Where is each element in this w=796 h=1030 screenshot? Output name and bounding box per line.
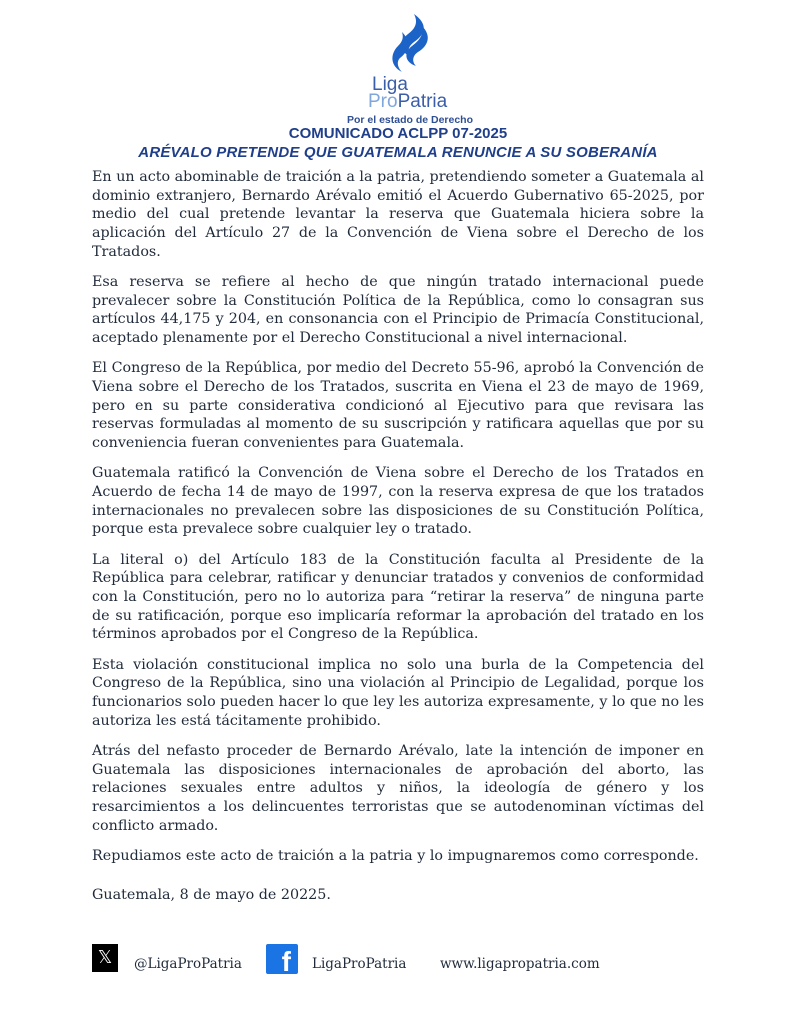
x-icon[interactable]: 𝕏 [92, 944, 118, 972]
x-handle[interactable]: @LigaProPatria [134, 956, 242, 972]
liga-pro-patria-logo [340, 10, 480, 126]
document-subtitle: ARÉVALO PRETENDE QUE GUATEMALA RENUNCIE A SU SOBERANÍA [138, 144, 658, 161]
logo-liga-text: Liga [372, 74, 408, 95]
paragraph: La literal o) del Artículo 183 de la Constitución faculta al Presidente de la República para celebrar, ratificar y denunciar tratados y convenios de conformidad con la Constitución, pero no lo autoriza para “retirar la reserva” de ninguna parte de su ratificación, porque eso implicaría reformar la aprobación del tratado en los términos aprobados por el Congreso de la República. [92, 551, 704, 643]
document-title: COMUNICADO ACLPP 07-2025 [288, 125, 508, 142]
paragraph: Esta violación constitucional implica no solo una burla de la Competencia del Congreso de la República, sino una violación al Principio de Legalidad, porque los funcionarios solo pueden hacer lo que ley les autoriza expresamente, y lo que no les autoriza les está tácitamente prohibido. [92, 656, 704, 729]
flame-logo-icon [384, 12, 434, 74]
date-line: Guatemala, 8 de mayo de 20225. [92, 886, 331, 903]
paragraph: Atrás del nefasto proceder de Bernardo Arévalo, late la intención de imponer en Guatemala las disposiciones internacionales de aprobación del aborto, las relaciones sexuales entre adultos y niños, la ideología de género y los resarcimientos a los delincuentes terroristas que se autodenominan víctimas del conflicto armado. [92, 742, 704, 834]
paragraph: Guatemala ratificó la Convención de Viena sobre el Derecho de los Tratados en Acuerdo de fecha 14 de mayo de 1997, con la reserva expresa de que los tratados internacionales no prevalecen sobre las disposiciones de su Constitución Política, porque esta prevalece sobre cualquier ley o tratado. [92, 465, 704, 538]
social-footer [0, 944, 796, 978]
logo-patria-text: Patria [397, 91, 448, 112]
logo-tagline: Por el estado de Derecho [346, 114, 474, 126]
paragraph: El Congreso de la República, por medio del Decreto 55-96, aprobó la Convención de Viena sobre el Derecho de los Tratados, suscrita en Viena el 23 de mayo de 1969, pero en su parte considerativa condicionó al Ejecutivo para que revisara las reservas formuladas al momento de su suscripción y ratificara aquellas que por su conveniencia fueran convenientes para Guatemala. [92, 360, 704, 452]
logo-wordmark [368, 76, 488, 110]
facebook-handle[interactable]: LigaProPatria [312, 956, 407, 972]
paragraph: En un acto abominable de traición a la patria, pretendiendo someter a Guatemala al dominio extranjero, Bernardo Arévalo emitió el Acuerdo Gubernativo 65-2025, por medio del cual pretende levantar la reserva que Guatemala hiciera sobre la aplicación del Artículo 27 de la Convención de Viena sobre el Derecho de los Tratados. [92, 169, 704, 260]
facebook-icon[interactable] [266, 944, 298, 977]
paragraph: Repudiamos este acto de traición a la patria y lo impugnaremos como corresponde. [92, 848, 699, 864]
facebook-f-glyph: f [281, 946, 291, 977]
logo-pro-text: Pro [368, 91, 398, 112]
paragraph: Esa reserva se refiere al hecho de que ningún tratado internacional puede prevalecer sobre la Constitución Política de la República, como lo consagran sus artículos 44,175 y 204, en consonancia con el Principio de Primacía Constitucional, aceptado plenamente por el Derecho Constitucional a nivel internacional. [92, 274, 704, 347]
document-body [92, 168, 704, 916]
website-link[interactable]: www.ligapropatria.com [440, 956, 600, 972]
